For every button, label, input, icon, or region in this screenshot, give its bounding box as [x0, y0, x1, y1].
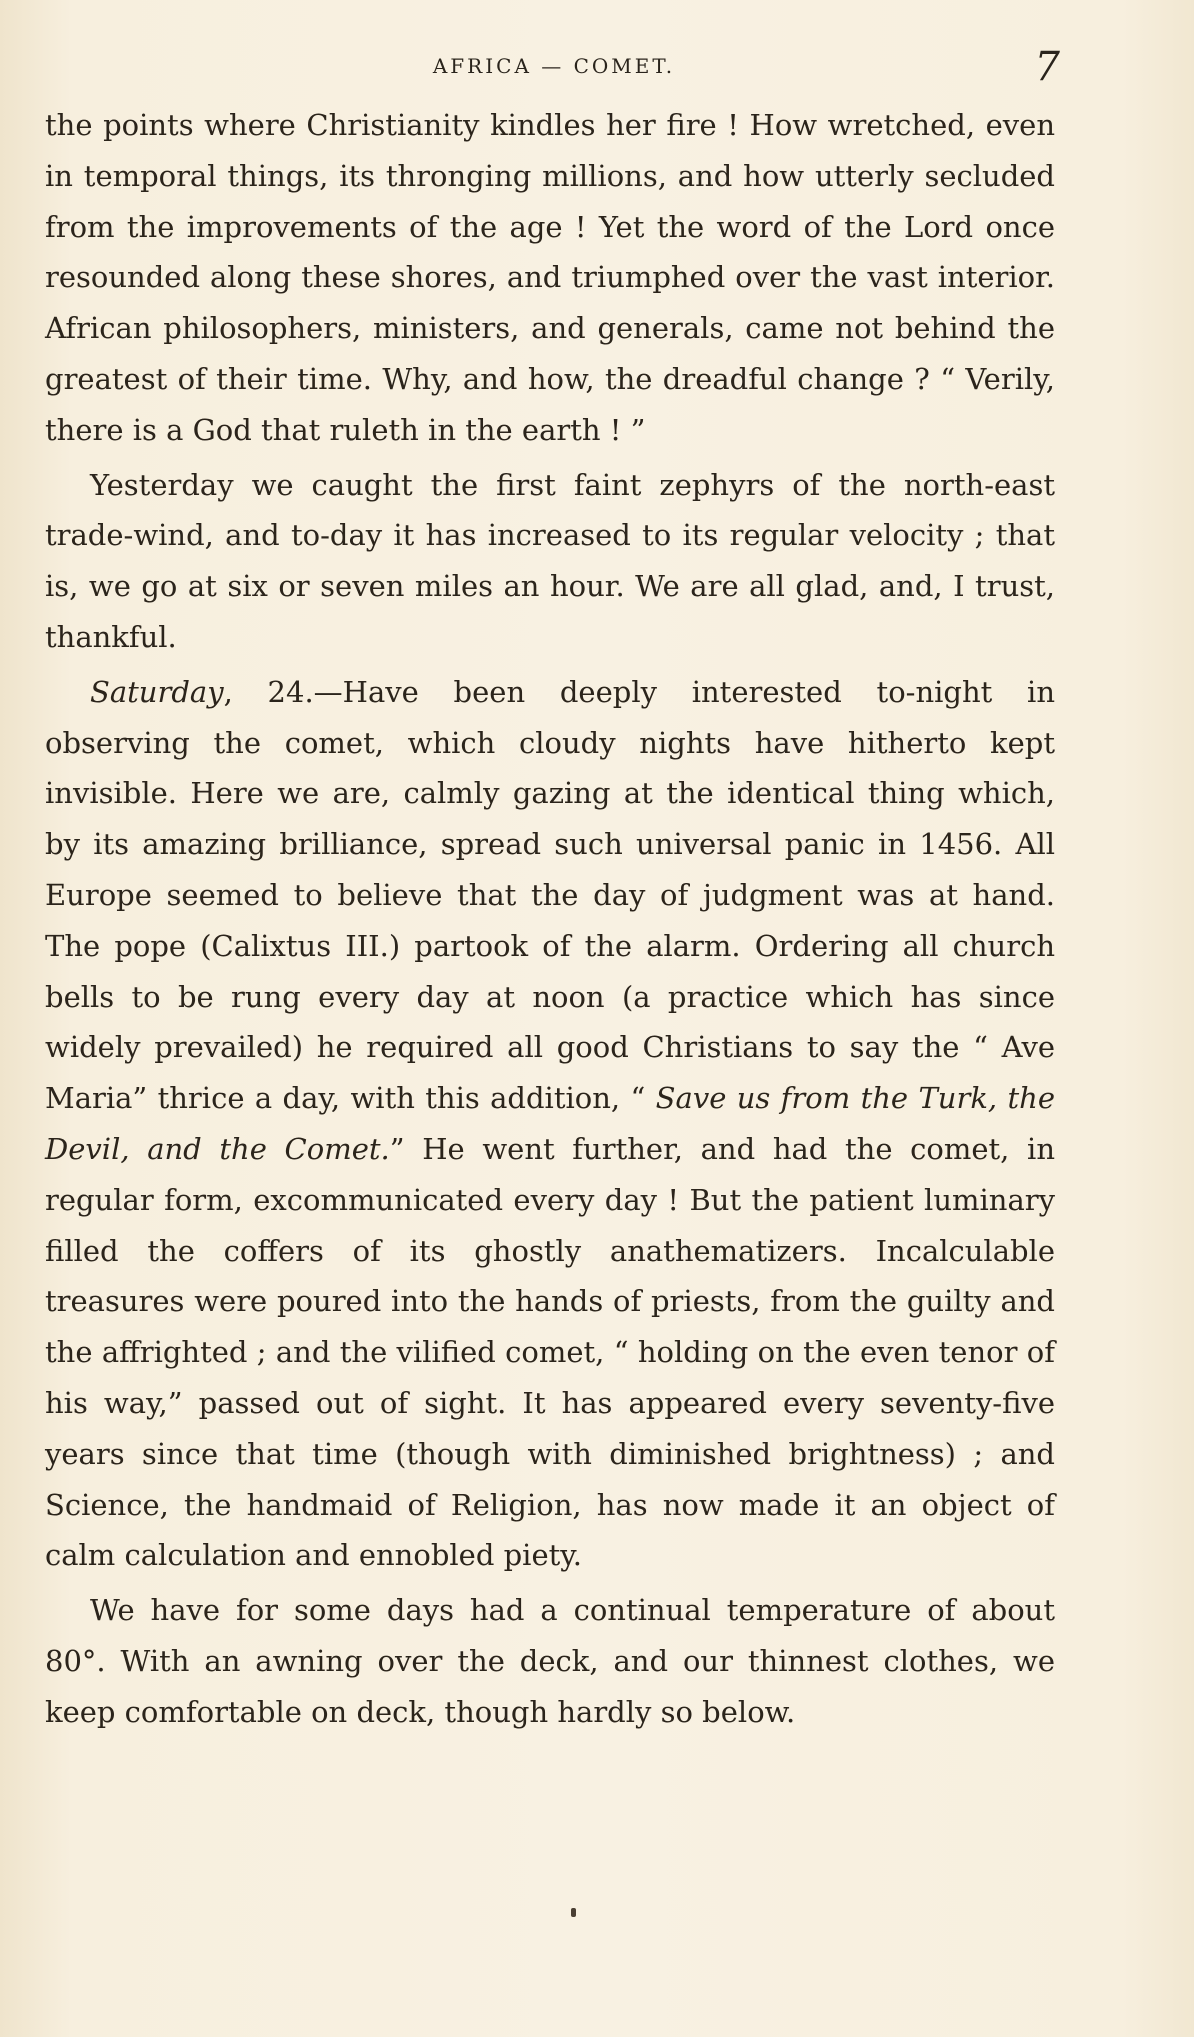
entry-date: Saturday	[90, 674, 224, 709]
paragraph-comet	[45, 667, 1055, 1581]
paragraph-trade-wind: Yesterday we caught the first faint zephyrs of the north-east trade-wind, and to-day it has increased to its regular velocity ; that is, we go at six or seven miles an hour. We are all glad, and, I trust, thankful.	[45, 467, 1055, 654]
running-title: AFRICA — COMET.	[432, 54, 676, 78]
comet-text-part-1: , 24.—Have been deeply interested to-night in observing the comet, which cloudy nights have hitherto kept invisible. Here we are, calmly gazing at the identical thing which, by its amazing brilliance, spread such universal panic in 1456. All Europe seemed to believe that the day of judgment was at hand. The pope (Calixtus III.) partook of the alarm. Ordering all church bells to be rung every day at noon (a practice which has since widely prevailed) he required all good Christians to say the “ Ave Maria” thrice a day, with this addition, “	[45, 674, 1055, 1116]
page-number: 7	[1034, 44, 1060, 90]
running-head	[48, 44, 1060, 90]
body-text	[45, 100, 1055, 1742]
comet-text-part-2: ” He went further, and had the comet, in regular form, excommunicated every day ! But the patient luminary filled the coffers of its ghostly anathematizers. Incalculable treasures were poured into the hands of priests, from the guilty and the affrighted ; and the vilified comet, “ holding on the even tenor of his way,” passed out of sight. It has appeared every seventy-five years since that time (though with diminished brightness) ; and Science, the handmaid of Religion, has now made it an object of calm calculation and ennobled piety.	[45, 1131, 1055, 1573]
comet-prayer-quote: Save us from the Turk, the Devil, and the Comet.	[45, 1081, 1055, 1166]
paragraph-continuation: the points where Christianity kindles her fire ! How wretched, even in temporal things, its thronging millions, and how utterly secluded from the improvements of the age ! Yet the word of the Lord once resounded along these shores, and triumphed over the vast interior. African philosophers, ministers, and generals, came not behind the greatest of their time. Why, and how, the dreadful change ? “ Verily, there is a God that ruleth in the earth ! ”	[45, 108, 1055, 447]
ink-speck-mark	[571, 1908, 576, 1917]
paragraph-temperature: We have for some days had a continual temperature of about 80°. With an awning over the deck, and our thinnest clothes, we keep comfortable on deck, though hardly so below.	[45, 1593, 1055, 1729]
